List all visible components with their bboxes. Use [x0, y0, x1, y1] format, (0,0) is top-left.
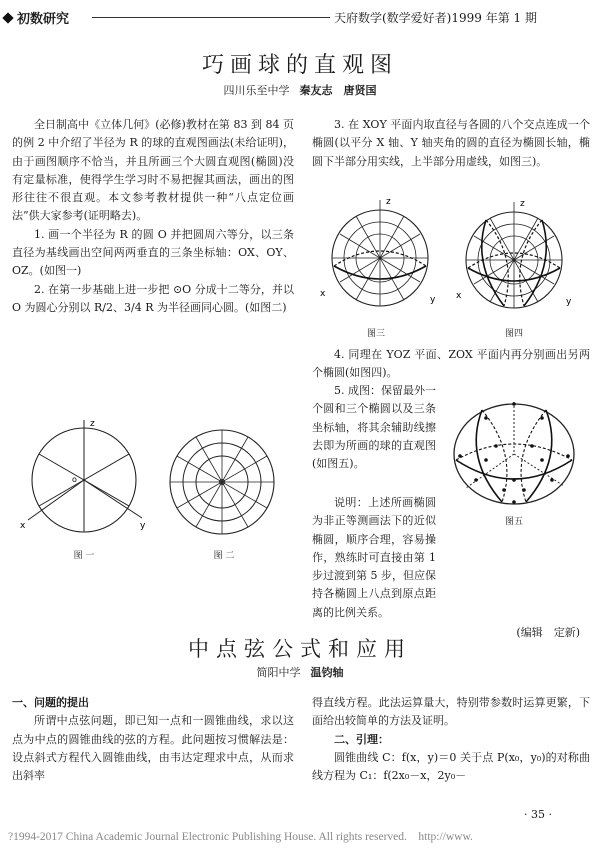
header-rule: [92, 17, 330, 18]
paragraph: 说明：上述所画椭圆为非正等测画法下的近似椭圆，顺序合理，容易操作，熟练时可直接由第 1 步过渡到第 5 步，但应保持各椭圆上八点到原点距离的比例关系。: [312, 496, 436, 619]
axis-y-label: y: [140, 521, 146, 531]
axis-z-label: z: [90, 419, 95, 429]
article1-title: 巧画球的直观图: [201, 53, 398, 78]
page-number: · 35 ·: [524, 808, 552, 821]
paragraph: 圆锥曲线 C：f(x，y)＝0 关于点 P(x₀，y₀)的对称曲线方程为 C₁：f(2x₀－x，2y₀－: [312, 750, 590, 783]
axis-z-label: z: [520, 199, 525, 209]
section-tag: [4, 8, 69, 27]
paragraph: 全日制高中《立体几何》(必修)教材在第 83 到 84 页的例 2 中介绍了半径为 R 的球的直观图画法(未给证明)，由于画图顺序不恰当，并且所画三个大圆直观图(椭圆)没有定量标准，使得学生学习时不易把握其画法，画出的图形往往不很直观。本文参考教材提供一种“八点定位画法”供大家参考(证明略去)。: [12, 118, 294, 223]
article2-left-column: [12, 694, 294, 785]
article1-right-column-mid: [312, 346, 590, 383]
axis-x-label: x: [320, 289, 326, 299]
article1-right-column-top: [312, 116, 590, 171]
paragraph: 1. 画一个半径为 R 的圆 O 并把圆周六等分，以三条直径为基线画出空间两两垂直的三条坐标轴：OX、OY、OZ。(如图一): [12, 227, 294, 278]
section2-heading: 二、引理：: [334, 732, 389, 746]
origin-label: o: [72, 475, 77, 484]
article1-school: 四川乐至中学: [223, 84, 290, 97]
diamond-bullet-icon: [2, 12, 13, 23]
article1-right-column-narrow: [312, 382, 436, 473]
paragraph: 所谓中点弦问题，即已知一点和一圆锥曲线，求以这点为中点的圆锥曲线的弦的方程。此问题按习惯解法是：设点斜式方程代入圆锥曲线，由韦达定理求中点，从而求出斜率: [12, 714, 294, 783]
axis-y-label: y: [566, 297, 572, 307]
figure-3: [312, 196, 442, 314]
axis-z-label: z: [386, 197, 391, 207]
paragraph: 5. 成图：保留最外一个圆和三个椭圆以及三条坐标轴，将其余辅助线擦去即为所画的球的直观图(如图五)。: [312, 384, 436, 471]
fig1-caption: 图 一: [73, 551, 95, 561]
figure-5: [446, 398, 586, 510]
figure-2: [160, 420, 288, 538]
copyright-footer: ?1994-2017 China Academic Journal Electronic Publishing House. All rights reserved. http://www.: [8, 831, 473, 843]
journal-line: 天府数学(数学爱好者)1999 年第 1 期: [334, 11, 537, 25]
article1-note-narrow: [312, 494, 436, 622]
fig5-caption: 图五: [504, 517, 523, 527]
axis-x-label: x: [20, 521, 26, 531]
fig4-caption: 图四: [504, 329, 523, 339]
article1-authors: 秦友志 唐贤国: [299, 84, 377, 97]
article2-byline: [0, 664, 600, 680]
fig2-caption: 图 二: [213, 551, 235, 561]
paragraph: 得直线方程。此法运算量大，特别带参数时运算更繁，下面给出较简单的方法及证明。: [312, 696, 590, 728]
section-tag-text: 初数研究: [17, 12, 70, 27]
article1-byline: [0, 82, 600, 98]
figure-1: [14, 418, 154, 536]
article2-right-column: [312, 694, 590, 785]
figure-4: [452, 198, 582, 316]
fig3-caption: 图三: [366, 329, 385, 339]
paragraph: 4. 同理在 YOZ 平面、ZOX 平面内再分别画出另两个椭圆(如图四)。: [312, 348, 590, 380]
editor-credit: (编辑 定新): [516, 626, 580, 639]
article2-title: 中点弦公式和应用: [188, 637, 412, 661]
axis-x-label: x: [456, 291, 462, 301]
axis-y-label: y: [430, 295, 436, 305]
article2-school: 简阳中学: [256, 666, 301, 679]
article2-author: 温钧轴: [310, 666, 344, 679]
paragraph: 3. 在 XOY 平面内取直径与各圆的八个交点连成一个椭圆(以平分 X 轴、Y 轴夹角的圆的直径为椭圆长轴，椭圆下半部分用实线，上半部分用虚线，如图三)。: [312, 118, 590, 168]
paragraph: 2. 在第一步基础上进一步把 ⊙O 分成十二等分，并以 O 为圆心分别以 R/2、3/4 R 为半径画同心圆。(如图二): [12, 282, 294, 314]
article1-left-column: [12, 116, 294, 317]
section1-heading: 一、问题的提出: [12, 696, 89, 709]
